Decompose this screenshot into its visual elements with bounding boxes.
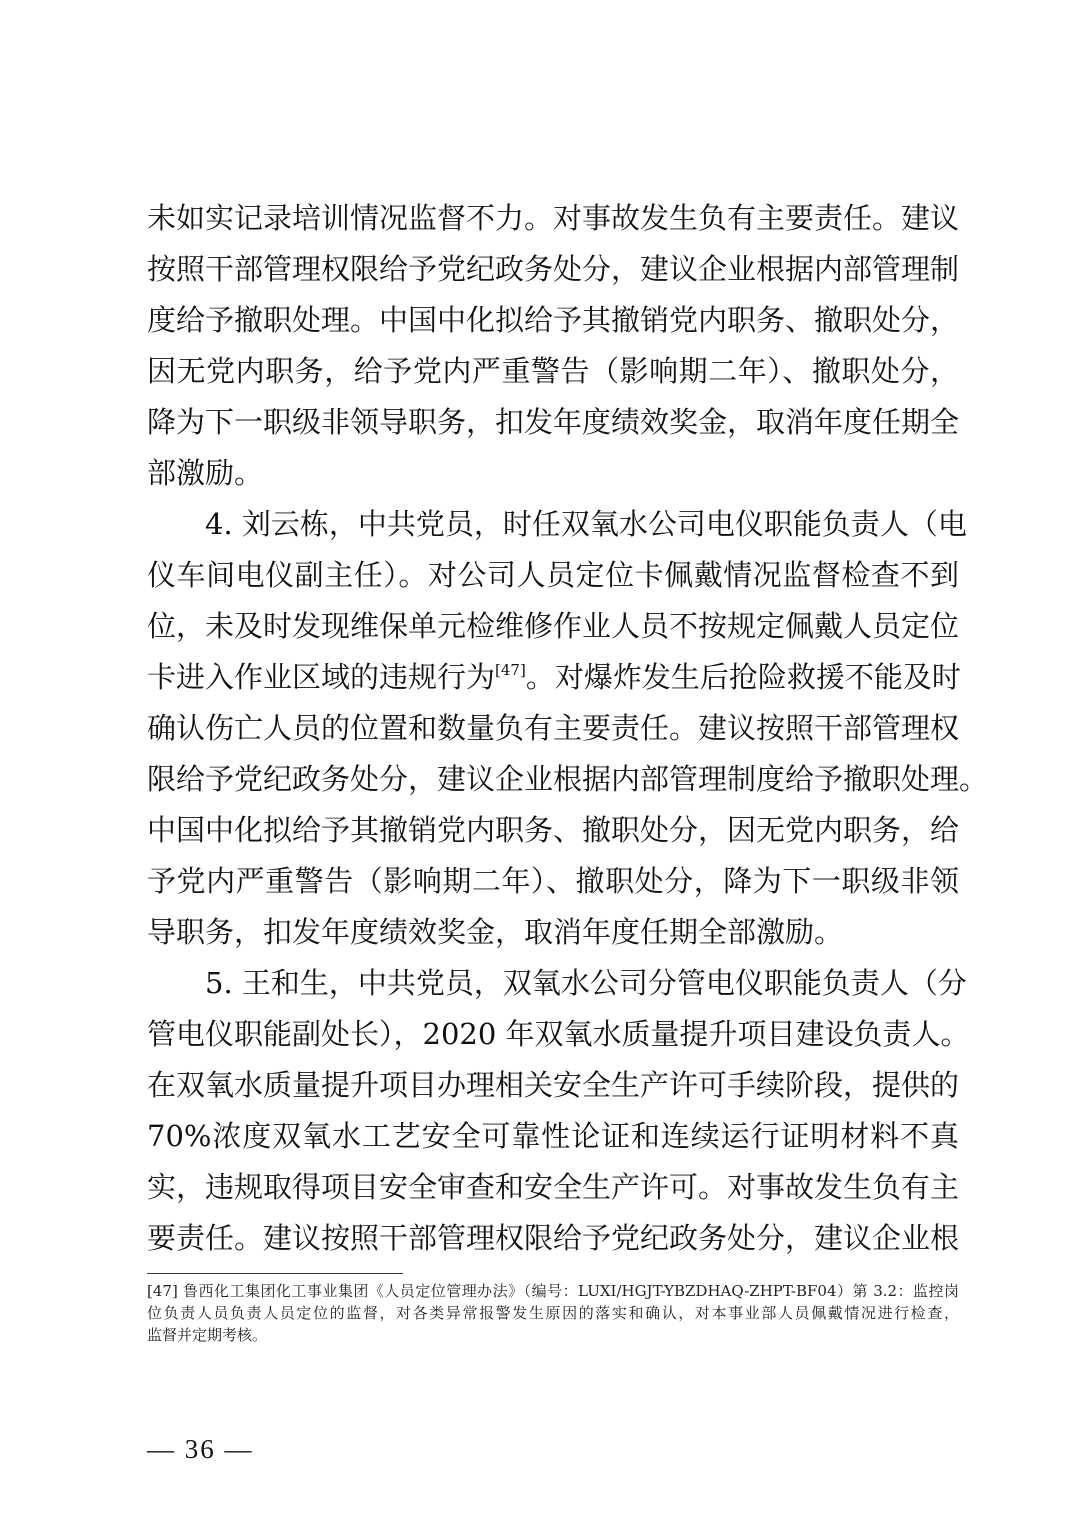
body-line: 4. 刘云栋，中共党员，时任双氧水公司电仪职能负责人（电	[205, 507, 967, 541]
body-line: 中国中化拟给予其撤销党内职务、撤职处分，因无党内职务，给	[147, 813, 960, 847]
body-line: 按照干部管理权限给予党纪政务处分，建议企业根据内部管理制	[147, 252, 960, 286]
footnote	[147, 1280, 959, 1346]
body-line: 度给予撤职处理。中国中化拟给予其撤销党内职务、撤职处分，	[147, 303, 960, 337]
body-line: 5. 王和生，中共党员，双氧水公司分管电仪职能负责人（分	[205, 966, 967, 1000]
footnote-reference[interactable]: [47]	[495, 661, 526, 679]
footnote-divider	[147, 1273, 403, 1274]
body-line: 70%浓度双氧水工艺安全可靠性论证和连续运行证明材料不真	[147, 1119, 959, 1153]
body-line-part: 。对爆炸发生后抢险救援不能及时	[525, 660, 961, 694]
body-line: 予党内严重警告（影响期二年）、撤职处分，降为下一职级非领	[147, 864, 959, 898]
body-text	[147, 193, 989, 1264]
footnote-line: 监督并定期考核。	[147, 1326, 268, 1344]
body-line: 降为下一职级非领导职务，扣发年度绩效奖金，取消年度任期全	[147, 405, 960, 439]
body-line: 部激励。	[147, 456, 264, 490]
page-number: — 36 —	[147, 1434, 254, 1464]
body-line: 要责任。建议按照干部管理权限给予党纪政务处分，建议企业根	[147, 1221, 960, 1255]
body-line: 确认伤亡人员的位置和数量负有主要责任。建议按照干部管理权	[147, 711, 960, 745]
footnote-line: 位负责人员负责人员定位的监督，对各类异常报警发生原因的落实和确认，对本事业部人员佩戴情况进行检查，	[147, 1304, 959, 1322]
body-line: 位，未及时发现维保单元检维修作业人员不按规定佩戴人员定位	[147, 609, 960, 643]
body-line: 限给予党纪政务处分，建议企业根据内部管理制度给予撤职处理。	[147, 762, 989, 796]
body-line: 在双氧水质量提升项目办理相关安全生产许可手续阶段，提供的	[147, 1068, 960, 1102]
footnote-line: [47] 鲁西化工集团化工事业集团《人员定位管理办法》（编号：LUXI/HGJT-YBZDHAQ-ZHPT-BF04）第 3.2：监控岗	[147, 1282, 959, 1300]
body-line: 导职务，扣发年度绩效奖金，取消年度任期全部激励。	[147, 915, 844, 949]
body-line: 管电仪职能副处长），2020 年双氧水质量提升项目建设负责人。	[147, 1017, 970, 1051]
body-line: 仪车间电仪副主任）。对公司人员定位卡佩戴情况监督检查不到	[147, 558, 959, 592]
body-line: 未如实记录培训情况监督不力。对事故发生负有主要责任。建议	[147, 201, 960, 235]
body-line-part: 卡进入作业区域的违规行为	[147, 660, 496, 694]
body-line	[147, 652, 959, 703]
body-line: 因无党内职务，给予党内严重警告（影响期二年）、撤职处分，	[147, 354, 959, 388]
body-line: 实，违规取得项目安全审查和安全生产许可。对事故发生负有主	[147, 1170, 960, 1204]
